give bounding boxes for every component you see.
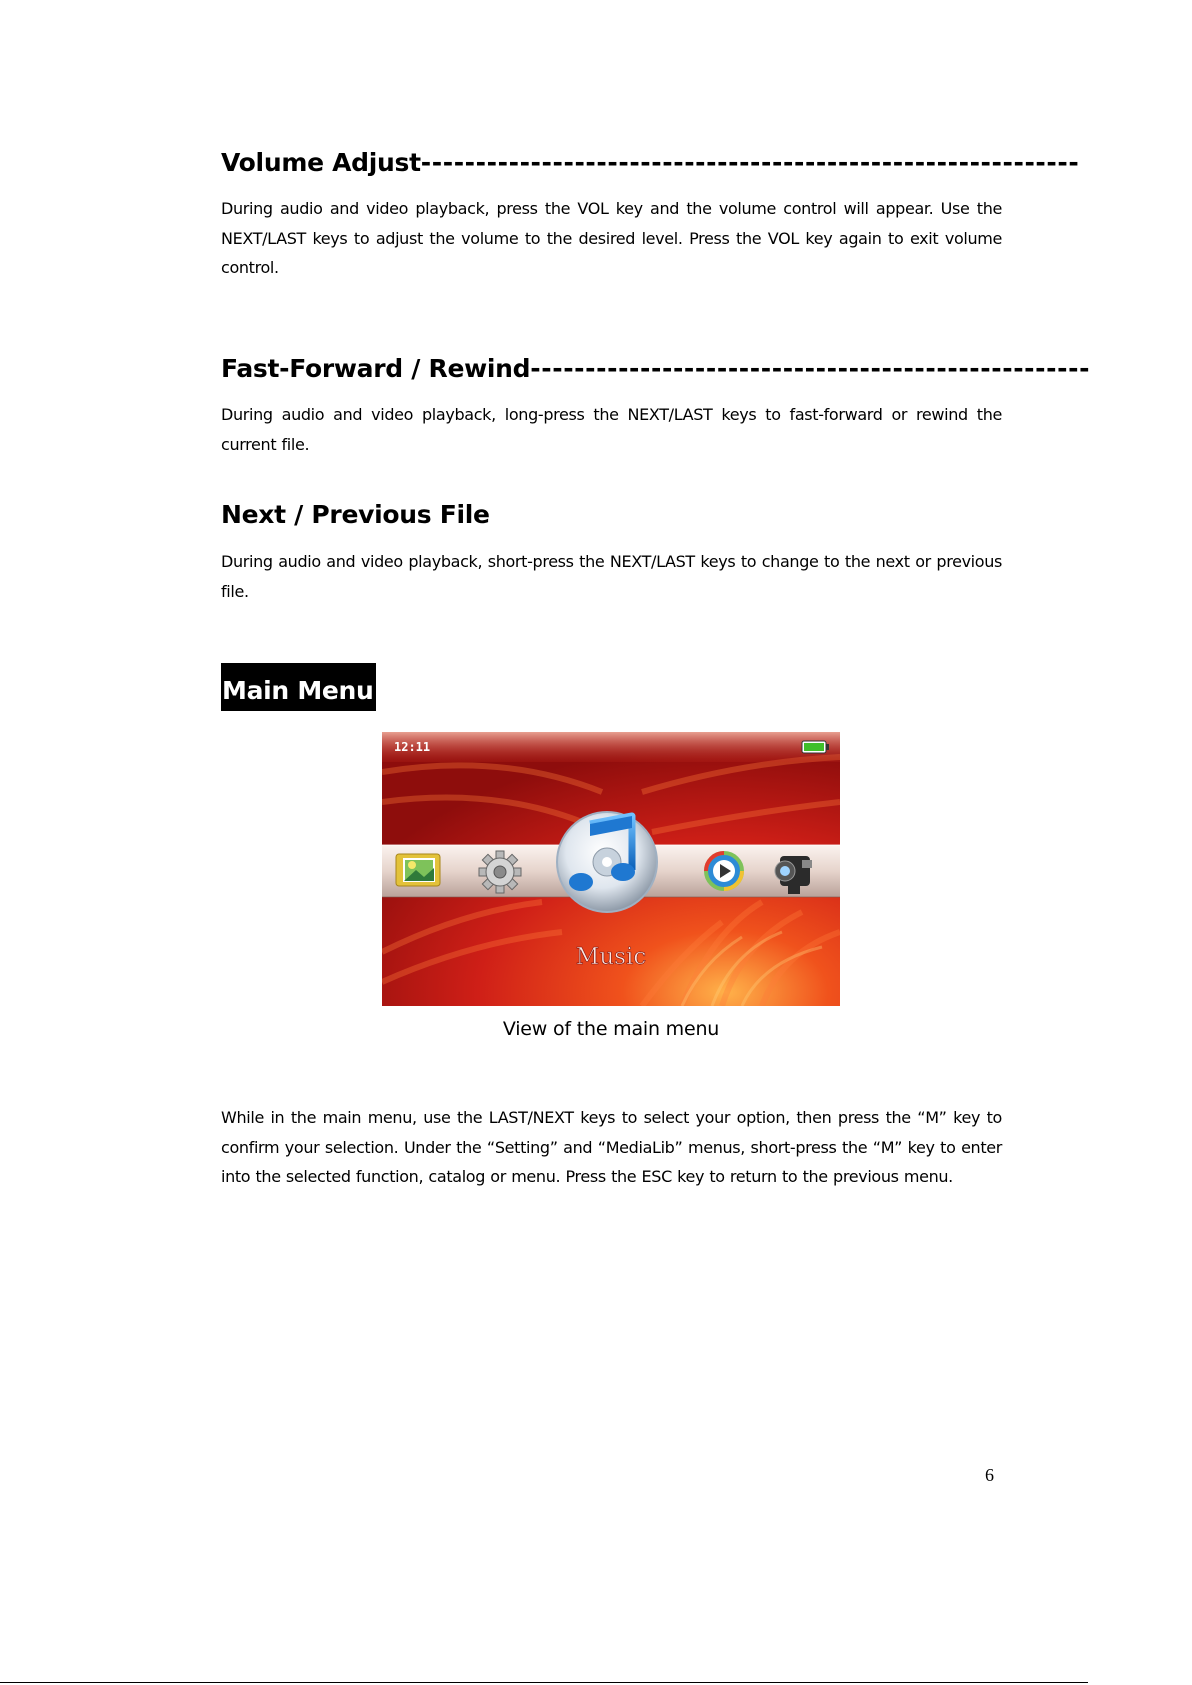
section-heading-fast-forward xyxy=(221,354,1090,383)
heading-dashes: ------------------------------------------------------------ xyxy=(420,148,1080,177)
heading-text: Volume Adjust xyxy=(221,148,421,177)
fast-forward-paragraph: During audio and video playback, long-press the NEXT/LAST keys to fast-forward or rewind the current file. xyxy=(221,405,1002,454)
music-note-icon xyxy=(557,812,657,912)
heading-text: Next / Previous File xyxy=(221,500,490,529)
battery-icon xyxy=(802,741,829,753)
main-menu-heading: Main Menu xyxy=(221,663,376,711)
clock-text: 12:11 xyxy=(394,740,431,754)
section-heading-volume-adjust xyxy=(221,148,1079,177)
gear-icon xyxy=(479,851,521,893)
next-previous-paragraph: During audio and video playback, short-press the NEXT/LAST keys to change to the next or previous file. xyxy=(221,552,1002,601)
section-heading-next-previous xyxy=(221,500,490,529)
volume-adjust-paragraph: During audio and video playback, press the VOL key and the volume control will appear. Use the NEXT/LAST keys to adjust the volume to the desired level. Press the VOL key again to exit volume control. xyxy=(221,199,1002,277)
page-number: 6 xyxy=(985,1465,994,1485)
main-menu-screenshot xyxy=(382,732,840,1006)
heading-text: Fast-Forward / Rewind xyxy=(221,354,531,383)
video-play-icon xyxy=(706,853,742,889)
heading-dashes: --------------------------------------------------- xyxy=(530,354,1091,383)
screenshot-caption: View of the main menu xyxy=(502,1018,720,1040)
selected-menu-label: Music xyxy=(575,944,647,970)
photo-folder-icon xyxy=(396,854,440,886)
main-menu-paragraph: While in the main menu, use the LAST/NEXT keys to select your option, then press the “M” key to confirm your selection. Under the “Setting” and “MediaLib” menus, short-press the “M” key to enter into the selected function, catalog or menu. Press the ESC key to return to the previous menu. xyxy=(221,1108,1002,1186)
bottom-rule xyxy=(0,1682,1088,1683)
